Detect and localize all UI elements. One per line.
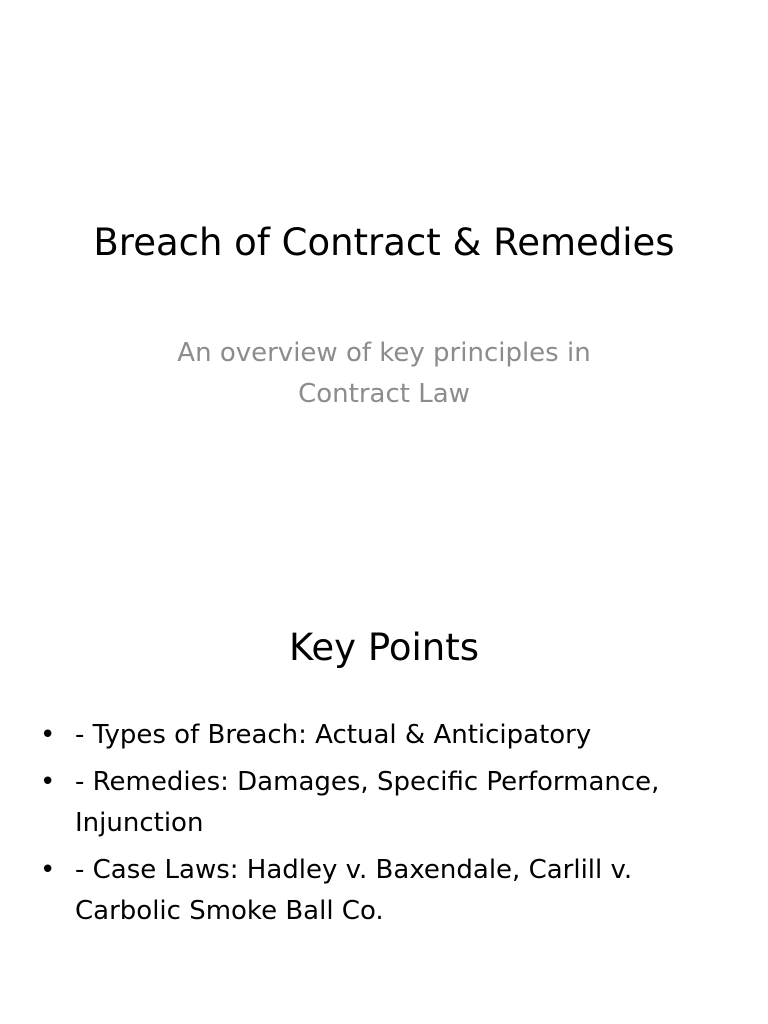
bullet-text: - Types of Breach: Actual & Anticipatory	[75, 720, 592, 750]
bullet-icon: •	[40, 767, 56, 797]
bullet-list	[40, 715, 730, 938]
key-points-title: Key Points	[289, 626, 479, 669]
bullet-icon: •	[40, 720, 56, 750]
bullet-item	[40, 762, 730, 844]
bullet-item	[40, 715, 730, 756]
bullet-icon: •	[40, 855, 56, 885]
bullet-text: - Remedies: Damages, Specific Performance, Injunction	[75, 767, 660, 838]
key-points-slide	[0, 512, 768, 1024]
bullet-text: - Case Laws: Hadley v. Baxendale, Carlill v. Carbolic Smoke Ball Co.	[75, 855, 633, 926]
bullet-item	[40, 850, 730, 932]
slide-title: Breach of Contract & Remedies	[93, 221, 675, 264]
slide-subtitle: An overview of key principles in Contract Law	[177, 338, 591, 409]
